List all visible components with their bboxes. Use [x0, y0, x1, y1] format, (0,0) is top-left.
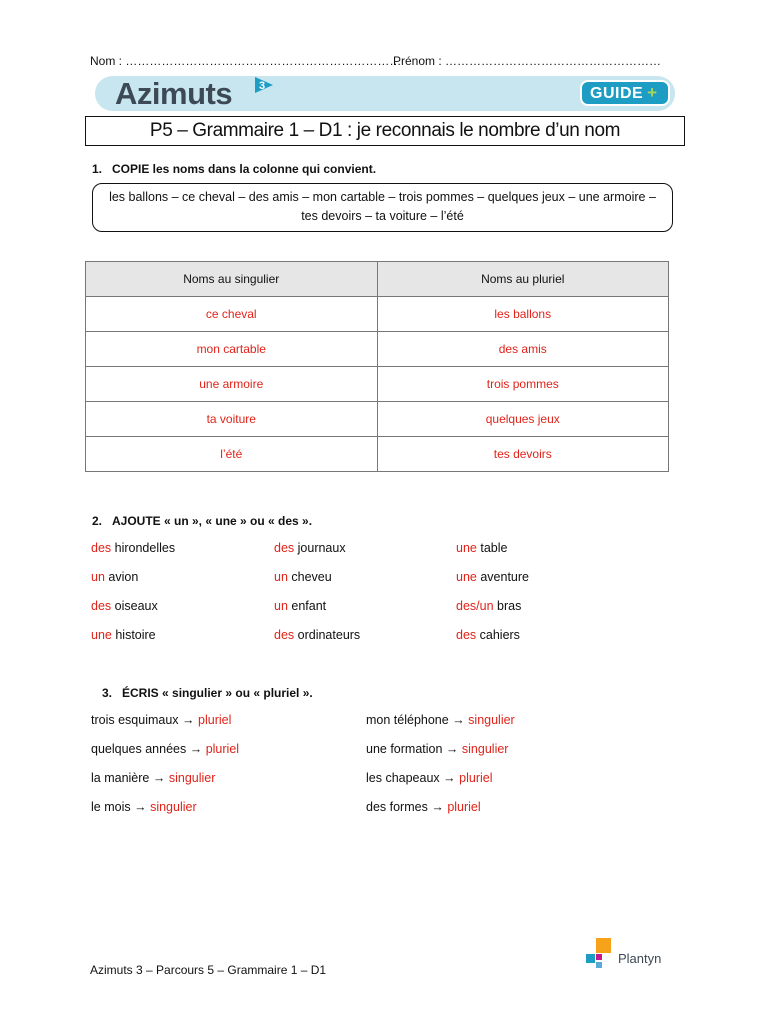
list-item	[91, 599, 158, 613]
guide-badge	[580, 80, 670, 106]
logo-number-badge	[254, 76, 274, 94]
article-answer: une	[456, 541, 477, 555]
singular-cell: ta voiture	[86, 402, 378, 437]
arrow-icon: →	[134, 800, 147, 814]
article-answer: des	[456, 628, 477, 642]
plural-cell: tes devoirs	[377, 437, 669, 472]
table-row	[86, 332, 669, 367]
list-item	[366, 771, 493, 785]
logo-number: 3	[259, 80, 266, 92]
exercise2-instruction: AJOUTE « un », « une » ou « des ».	[112, 514, 313, 528]
arrow-icon: →	[443, 771, 456, 785]
singular-cell: mon cartable	[86, 332, 378, 367]
list-item	[456, 599, 521, 613]
noun: oiseaux	[114, 599, 158, 613]
number-answer: singulier	[461, 742, 509, 756]
article-answer: une	[91, 628, 112, 642]
article-answer: des/un	[456, 599, 494, 613]
list-item	[456, 541, 507, 555]
noun: table	[480, 541, 508, 555]
number-answer: singulier	[468, 713, 515, 727]
exercise3-instruction: ÉCRIS « singulier » ou « pluriel ».	[122, 686, 313, 700]
page-title: P5 – Grammaire 1 – D1 : je reconnais le nombre d’un nom	[85, 116, 685, 146]
plural-cell: trois pommes	[377, 367, 669, 402]
plural-cell: des amis	[377, 332, 669, 367]
list-item	[91, 771, 215, 785]
article-answer: un	[91, 570, 105, 584]
nouns-table	[85, 261, 669, 472]
list-item	[456, 570, 529, 584]
exercise1-word-box: les ballons – ce cheval – des amis – mon cartable – trois pommes – quelques jeux – une armoire – tes devoirs – ta voiture – l’été	[92, 183, 673, 232]
number-answer: singulier	[168, 771, 216, 785]
number-answer: pluriel	[447, 800, 481, 814]
list-item	[91, 713, 231, 727]
exercise3-heading	[102, 686, 313, 700]
noun: cheveu	[291, 570, 332, 584]
list-item	[91, 800, 197, 814]
exercise3-number: 3.	[102, 686, 113, 700]
list-item	[456, 628, 520, 642]
list-item	[274, 541, 346, 555]
plantyn-brand: Plantyn	[618, 951, 662, 966]
article-answer: un	[274, 570, 288, 584]
exercise1-heading	[92, 162, 376, 176]
noun: hirondelles	[114, 541, 176, 555]
article-answer: des	[91, 541, 112, 555]
article-answer: une	[456, 570, 477, 584]
phrase: quelques années	[91, 742, 187, 756]
singular-cell: une armoire	[86, 367, 378, 402]
article-answer: des	[91, 599, 112, 613]
noun: cahiers	[479, 628, 520, 642]
article-answer: des	[274, 628, 295, 642]
noun: ordinateurs	[297, 628, 361, 642]
list-item	[274, 628, 360, 642]
arrow-icon: →	[452, 713, 465, 727]
exercise1-instruction: COPIE les noms dans la colonne qui convient.	[112, 162, 377, 176]
exercise2-number: 2.	[92, 514, 103, 528]
article-answer: un	[274, 599, 288, 613]
table-row	[86, 297, 669, 332]
exercise2-heading	[92, 514, 312, 528]
arrow-icon: →	[445, 742, 459, 756]
noun: bras	[497, 599, 522, 613]
noun: aventure	[480, 570, 529, 584]
noun: histoire	[115, 628, 156, 642]
arrow-icon: →	[431, 800, 444, 814]
arrow-icon: →	[152, 771, 166, 785]
header-plural: Noms au pluriel	[377, 262, 669, 297]
guide-plus: +	[647, 83, 658, 102]
list-item	[274, 599, 326, 613]
list-item	[91, 570, 138, 584]
article-answer: des	[274, 541, 295, 555]
exercise1-number: 1.	[92, 162, 103, 176]
phrase: mon téléphone	[366, 713, 449, 727]
table-row	[86, 367, 669, 402]
number-answer: singulier	[150, 800, 197, 814]
noun: avion	[108, 570, 139, 584]
guide-label: GUIDE	[590, 85, 644, 102]
list-item	[91, 628, 156, 642]
footer-text: Azimuts 3 – Parcours 5 – Grammaire 1 – D1	[90, 963, 327, 977]
plural-cell: les ballons	[377, 297, 669, 332]
noun: journaux	[297, 541, 346, 555]
phrase: le mois	[91, 800, 131, 814]
plantyn-logo-icon	[584, 936, 614, 970]
arrow-icon: →	[189, 742, 203, 756]
number-answer: pluriel	[205, 742, 240, 756]
header-singular: Noms au singulier	[86, 262, 378, 297]
noun: enfant	[291, 599, 327, 613]
prenom-field: Prénom : ………………………………………………	[393, 54, 662, 68]
azimuts-logo: Azimuts	[115, 76, 233, 111]
list-item	[274, 570, 332, 584]
list-item	[366, 742, 508, 756]
phrase: une formation	[366, 742, 443, 756]
nom-field: Nom : ……………………………………………………………	[90, 54, 402, 68]
list-item	[366, 800, 481, 814]
list-item	[91, 742, 239, 756]
phrase: des formes	[366, 800, 428, 814]
arrow-icon: →	[182, 713, 195, 727]
number-answer: pluriel	[198, 713, 232, 727]
phrase: trois esquimaux	[91, 713, 179, 727]
list-item	[91, 541, 175, 555]
phrase: les chapeaux	[366, 771, 440, 785]
plural-cell: quelques jeux	[377, 402, 669, 437]
number-answer: pluriel	[459, 771, 493, 785]
table-row	[86, 437, 669, 472]
table-row	[86, 402, 669, 437]
phrase: la manière	[91, 771, 150, 785]
singular-cell: l’été	[86, 437, 378, 472]
singular-cell: ce cheval	[86, 297, 378, 332]
list-item	[366, 713, 515, 727]
